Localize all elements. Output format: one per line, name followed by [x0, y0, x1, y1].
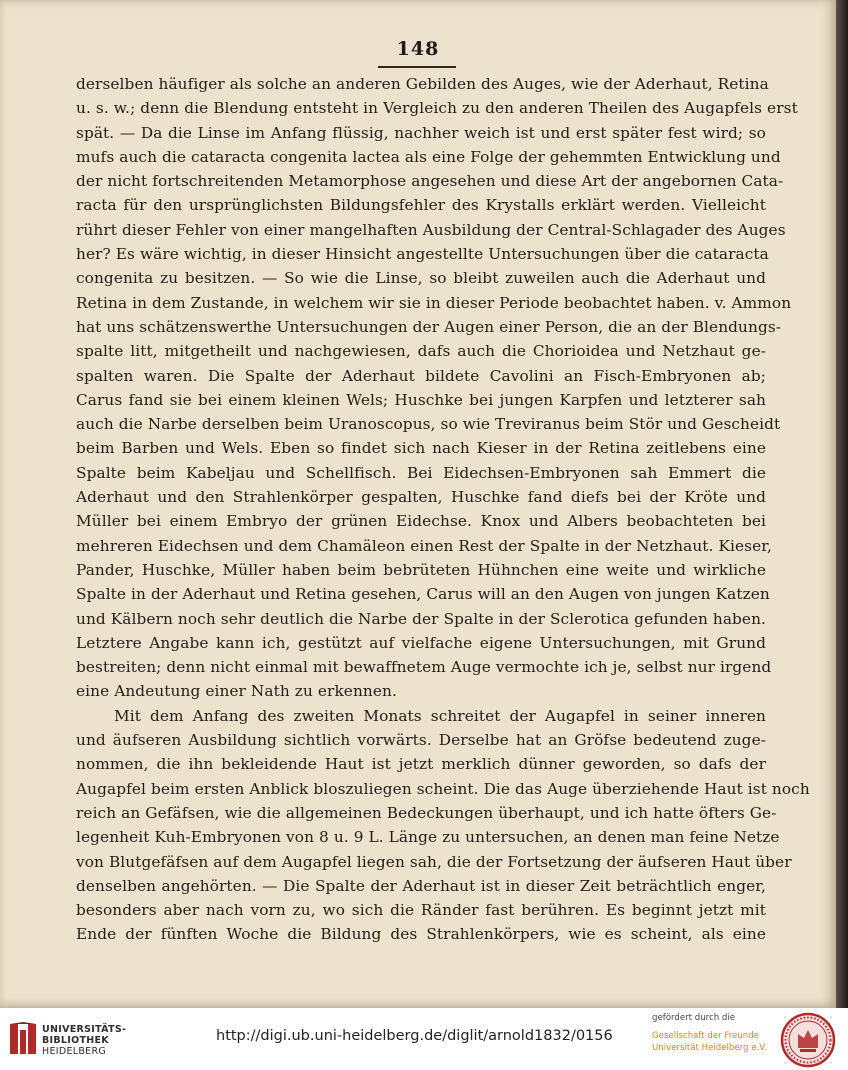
text-line: Spalte in der Aderhaut und Retina gesehen, Carus will an den Augen von jungen Katzen — [76, 585, 770, 604]
logo-line-3: HEIDELBERG — [42, 1046, 107, 1057]
sponsor-block — [652, 1012, 772, 1054]
text-line: mufs auch die cataracta congenita lactea als eine Folge der gehemmten Entwicklung und — [76, 147, 781, 166]
text-line: von Blutgefäfsen auf dem Augapfel liegen sah, die der Fortsetzung der äufseren Haut über — [76, 852, 792, 871]
text-line: besonders aber nach vorn zu, wo sich die Ränder fast berühren. Es beginnt jetzt mit — [76, 901, 766, 920]
text-line: reich an Gefäfsen, wie die allgemeinen Bedeckungen überhaupt, und ich hatte öfters Ge- — [76, 803, 777, 822]
library-logo[interactable] — [8, 1018, 148, 1062]
text-line: rührt dieser Fehler von einer mangelhaften Ausbildung der Central-Schlagader des Auges — [76, 220, 786, 239]
logo-line-2: BIBLIOTHEK — [42, 1035, 109, 1046]
text-line: Ende der fünften Woche die Bildung des Strahlenkörpers, wie es scheint, als eine — [76, 925, 766, 944]
permalink-url[interactable]: http://digi.ub.uni-heidelberg.de/diglit/arnold1832/0156 — [216, 1028, 613, 1044]
text-line: bestreiten; denn nicht einmal mit bewaffnetem Auge vermochte ich je, selbst nur irgend — [76, 658, 772, 677]
library-logo-icon — [8, 1022, 38, 1056]
university-seal-icon — [780, 1012, 836, 1068]
text-line: Pander, Huschke, Müller haben beim bebrüteten Hühnchen eine weite und wirkliche — [76, 560, 766, 579]
text-line: legenheit Kuh-Embryonen von 8 u. 9 L. Länge zu untersuchen, an denen man feine Netze — [76, 828, 780, 847]
book-edge-shadow — [836, 0, 848, 1008]
sponsor-org-line-1[interactable]: Gesellschaft der Freunde — [652, 1031, 759, 1041]
sponsor-org-line-2[interactable]: Universität Heidelberg e.V. — [652, 1043, 767, 1053]
text-line: und äufseren Ausbildung sichtlich vorwärts. Derselbe hat an Gröfse bedeutend zuge- — [76, 731, 766, 750]
text-line: congenita zu besitzen. — So wie die Linse, so bleibt zuweilen auch die Aderhaut und — [76, 269, 766, 288]
text-line: der nicht fortschreitenden Metamorphose angesehen und diese Art der angebornen Cata- — [76, 172, 784, 191]
page-number-rule — [378, 66, 456, 68]
text-line: Aderhaut und den Strahlenkörper gespalten, Huschke fand diefs bei der Kröte und — [76, 488, 766, 507]
text-line: eine Andeutung einer Nath zu erkennen. — [76, 682, 397, 701]
text-line: hat uns schätzenswerthe Untersuchungen der Augen einer Person, die an der Blendungs- — [76, 317, 782, 336]
text-line: und Kälbern noch sehr deutlich die Narbe der Spalte in der Sclerotica gefunden haben. — [76, 609, 766, 628]
text-line: racta für den ursprünglichsten Bildungsfehler des Krystalls erklärt werden. Vielleicht — [76, 196, 766, 215]
library-logo-text — [42, 1024, 126, 1057]
text-line: derselben häufiger als solche an anderen Gebilden des Auges, wie der Aderhaut, Retina — [76, 75, 769, 93]
text-line: Spalte beim Kabeljau und Schellfisch. Bei Eidechsen-Embryonen sah Emmert die — [76, 463, 766, 482]
digitization-footer — [0, 1008, 848, 1070]
text-line: u. s. w.; denn die Blendung entsteht in Vergleich zu den anderen Theilen des Augapfels erst — [76, 99, 798, 118]
text-line: denselben angehörten. — Die Spalte der Aderhaut ist in dieser Zeit beträchtlich enger, — [76, 876, 766, 895]
text-line: her? Es wäre wichtig, in dieser Hinsicht angestellte Untersuchungen über die cataracta — [76, 245, 769, 264]
text-line: mehreren Eidechsen und dem Chamäleon einen Rest der Spalte in der Netzhaut. Kieser, — [76, 536, 772, 555]
text-line: Retina in dem Zustande, in welchem wir sie in dieser Periode beobachtet haben. v. Ammon — [76, 293, 792, 312]
text-line: Mit dem Anfang des zweiten Monats schreitet der Augapfel in seiner inneren — [114, 706, 766, 725]
text-line: Müller bei einem Embryo der grünen Eidechse. Knox und Albers beobachteten bei — [76, 512, 766, 531]
text-line: nommen, die ihn bekleidende Haut ist jetzt merklich dünner geworden, so dafs der — [76, 755, 766, 774]
sponsor-lead: gefördert durch die — [652, 1013, 736, 1023]
logo-line-1: UNIVERSITÄTS- — [42, 1024, 127, 1035]
text-line: spalte litt, mitgetheilt und nachgewiesen, dafs auch die Chorioidea und Netzhaut ge- — [76, 342, 766, 361]
text-line: spät. — Da die Linse im Anfang flüssig, nachher weich ist und erst später fest wird; so — [76, 123, 766, 142]
page-number: 148 — [396, 38, 440, 60]
text-line: auch die Narbe derselben beim Uranoscopus, so wie Treviranus beim Stör und Gescheidt — [76, 415, 781, 434]
body-text — [76, 72, 810, 947]
text-line: beim Barben und Wels. Eben so findet sich nach Kieser in der Retina zeitlebens eine — [76, 439, 766, 458]
text-line: Carus fand sie bei einem kleinen Wels; Huschke bei jungen Karpfen und letzterer sah — [76, 390, 766, 409]
text-line: Augapfel beim ersten Anblick bloszuliegen scheint. Die das Auge überziehende Haut ist noch — [76, 779, 810, 798]
text-line: spalten waren. Die Spalte der Aderhaut bildete Cavolini an Fisch-Embryonen ab; — [76, 366, 766, 385]
text-line: Letztere Angabe kann ich, gestützt auf vielfache eigene Untersuchungen, mit Grund — [76, 633, 766, 652]
